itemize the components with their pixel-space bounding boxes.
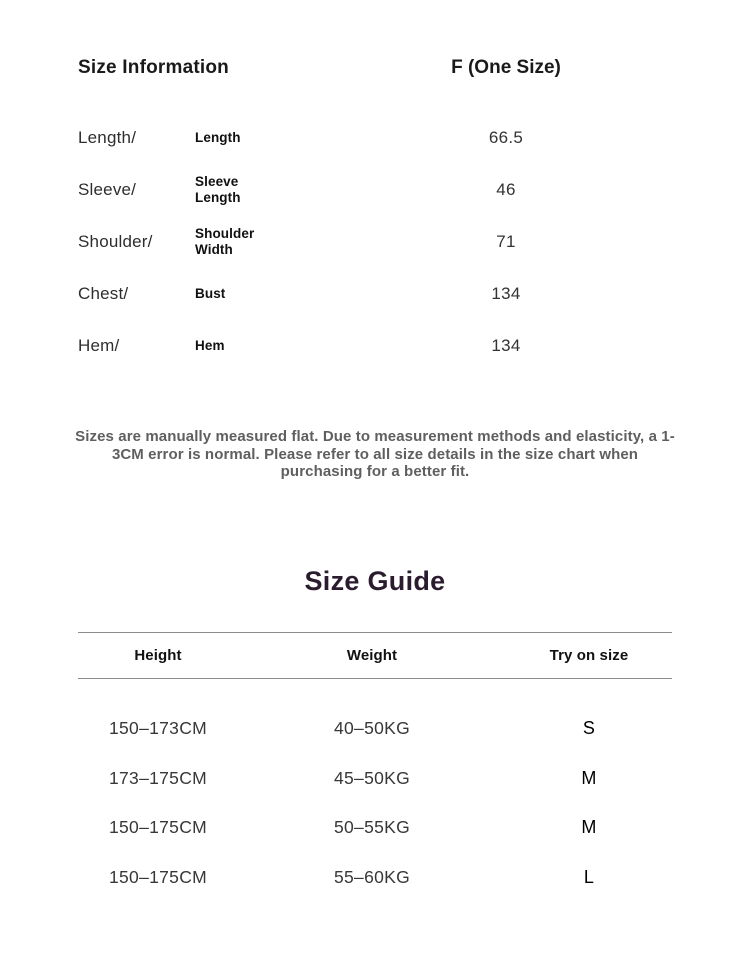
measurement-table bbox=[78, 112, 672, 372]
size-information-header bbox=[78, 57, 672, 83]
measurement-value: 71 bbox=[496, 232, 516, 251]
size-column-header: F (One Size) bbox=[451, 57, 561, 78]
measurement-row-sleeve bbox=[78, 164, 672, 216]
measurement-name: Shoulder Width bbox=[195, 226, 255, 257]
measurement-value: 66.5 bbox=[488, 128, 524, 147]
weight-cell: 55–60KG bbox=[333, 866, 411, 887]
measurement-label: Sleeve/ bbox=[78, 180, 137, 199]
size-guide-row bbox=[78, 704, 672, 754]
measurement-value: 46 bbox=[496, 180, 516, 199]
height-cell: 173–175CM bbox=[108, 767, 208, 788]
size-guide-row bbox=[78, 853, 672, 903]
measurement-name: Hem bbox=[195, 338, 225, 354]
size-guide-body bbox=[78, 679, 672, 902]
measurement-row-shoulder bbox=[78, 216, 672, 268]
size-cell: S bbox=[582, 718, 596, 739]
measurement-value: 134 bbox=[491, 284, 521, 303]
size-cell: M bbox=[581, 767, 597, 788]
column-header-height: Height bbox=[134, 647, 182, 664]
size-cell: L bbox=[583, 866, 595, 887]
height-cell: 150–175CM bbox=[108, 866, 208, 887]
column-header-weight: Weight bbox=[346, 647, 398, 664]
measurement-row-length bbox=[78, 112, 672, 164]
height-cell: 150–175CM bbox=[108, 817, 208, 838]
measurement-name: Bust bbox=[195, 286, 226, 302]
column-header-try-on-size: Try on size bbox=[549, 647, 629, 664]
size-guide-title: Size Guide bbox=[304, 566, 446, 596]
size-guide-row bbox=[78, 754, 672, 804]
measurement-label: Chest/ bbox=[78, 284, 129, 303]
measurement-value: 134 bbox=[491, 336, 521, 355]
measurement-row-hem bbox=[78, 320, 672, 372]
measurement-label: Shoulder/ bbox=[78, 232, 153, 251]
size-guide-table bbox=[78, 632, 672, 902]
weight-cell: 50–55KG bbox=[333, 817, 411, 838]
measurement-row-chest bbox=[78, 268, 672, 320]
measurement-name: Sleeve Length bbox=[195, 174, 241, 205]
size-information-title: Size Information bbox=[78, 57, 229, 78]
height-cell: 150–173CM bbox=[108, 718, 208, 739]
size-guide-header-row bbox=[78, 632, 672, 679]
size-cell: M bbox=[581, 817, 597, 838]
weight-cell: 40–50KG bbox=[333, 718, 411, 739]
measurement-label: Hem/ bbox=[78, 336, 120, 355]
measurement-label: Length/ bbox=[78, 128, 137, 147]
measurement-note: Sizes are manually measured flat. Due to measurement methods and elasticity, a 1-3CM error is normal. Please refer to all size details in the size chart when purchasing for a better fit. bbox=[75, 428, 675, 480]
measurement-name: Length bbox=[195, 130, 241, 146]
weight-cell: 45–50KG bbox=[333, 767, 411, 788]
size-guide-row bbox=[78, 803, 672, 853]
